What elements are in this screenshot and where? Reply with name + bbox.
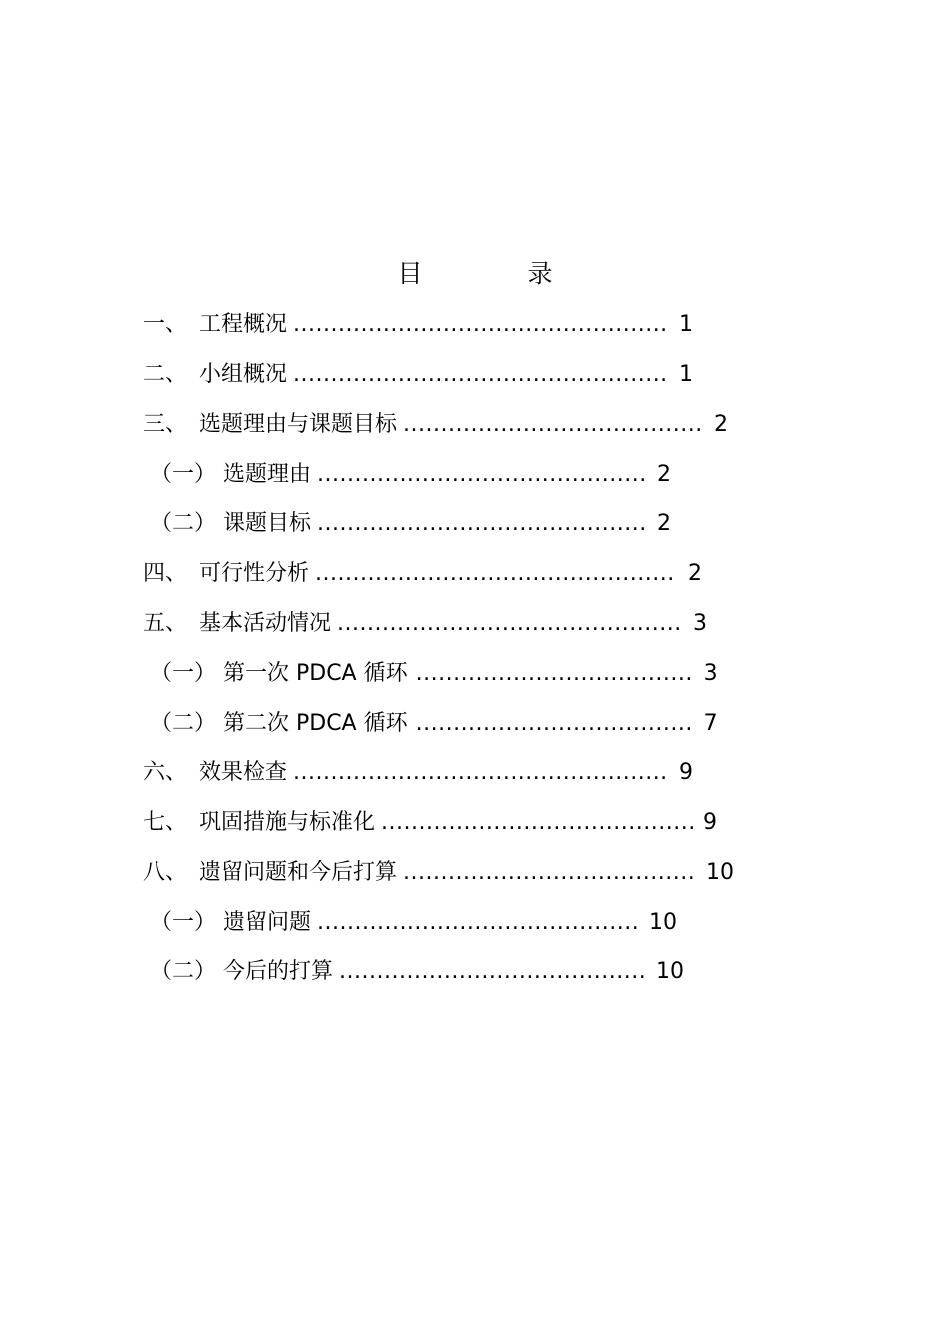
- toc-entry-page: 3: [693, 611, 708, 636]
- toc-entry-leader: .......................................: [403, 860, 696, 885]
- toc-entry-title: 课题目标: [223, 511, 312, 536]
- toc-entry-leader: ............................................: [317, 462, 647, 487]
- toc-entry-leader: .....................................: [415, 661, 693, 686]
- toc-entry-page: 2: [657, 511, 672, 536]
- toc-entry-number: （二）: [150, 711, 217, 736]
- toc-entry[interactable]: [143, 410, 728, 440]
- toc-entry-title: 效果检查: [199, 760, 288, 785]
- toc-entry[interactable]: [150, 509, 671, 539]
- toc-entry-number: 二、: [143, 362, 188, 387]
- toc-entry-leader: ................................................: [315, 561, 675, 586]
- toc-entry-title: 第二次 PDCA 循环: [223, 711, 408, 736]
- toc-entry-leader: ............................................: [317, 511, 647, 536]
- toc-entry-page: 2: [657, 462, 672, 487]
- toc-entry-leader: ..................................................: [293, 312, 668, 337]
- toc-entry-page: 3: [703, 661, 718, 686]
- toc-entry-number: 四、: [143, 561, 188, 586]
- toc-entry-page: 1: [679, 362, 694, 387]
- toc-entry-number: 三、: [143, 412, 188, 437]
- toc-entry-leader: .....................................: [415, 711, 693, 736]
- toc-entry-leader: ........................................: [403, 412, 703, 437]
- toc-entry[interactable]: [143, 310, 693, 340]
- toc-entry-number: 八、: [143, 860, 188, 885]
- page-title: 目 录: [397, 259, 593, 288]
- toc-entry-page: 2: [688, 561, 703, 586]
- toc-entry-page: 10: [656, 959, 685, 984]
- toc-entry[interactable]: [143, 758, 693, 788]
- toc-entry[interactable]: [143, 559, 702, 589]
- toc-entry-page: 9: [703, 810, 718, 835]
- toc-entry[interactable]: [143, 858, 734, 888]
- toc-entry-number: （二）: [150, 959, 217, 984]
- toc-entry-title: 遗留问题和今后打算: [199, 860, 398, 885]
- toc-entry-page: 10: [649, 910, 678, 935]
- toc-entry-page: 9: [679, 760, 694, 785]
- toc-entry-title: 小组概况: [199, 362, 288, 387]
- toc-entry[interactable]: [150, 709, 718, 739]
- toc-entry-leader: ...........................................: [317, 910, 640, 935]
- toc-entry-leader: .........................................: [339, 959, 647, 984]
- toc-entry-title: 工程概况: [199, 312, 288, 337]
- toc-entry-page: 2: [714, 412, 729, 437]
- toc-entry[interactable]: [150, 659, 718, 689]
- toc-entry-title: 遗留问题: [223, 910, 312, 935]
- toc-entry[interactable]: [150, 460, 671, 490]
- toc-entry-number: 五、: [143, 611, 188, 636]
- toc-entry-leader: ..........................................: [381, 810, 696, 835]
- toc-entry[interactable]: [150, 957, 684, 987]
- toc-entry-number: （一）: [150, 910, 217, 935]
- toc-entry[interactable]: [150, 908, 677, 938]
- toc-entry-title: 今后的打算: [223, 959, 334, 984]
- toc-entry-number: （一）: [150, 661, 217, 686]
- toc-entry-title: 巩固措施与标准化: [199, 810, 376, 835]
- toc-entry[interactable]: [143, 808, 717, 838]
- toc-entry-title: 选题理由与课题目标: [199, 412, 398, 437]
- toc-entry[interactable]: [143, 609, 707, 639]
- toc-entry-leader: ..............................................: [337, 611, 682, 636]
- toc-entry-page: 10: [706, 860, 735, 885]
- toc-entry[interactable]: [143, 360, 693, 390]
- toc-entry-number: 七、: [143, 810, 188, 835]
- toc-entry-page: 7: [703, 711, 718, 736]
- toc-entry-title: 可行性分析: [199, 561, 310, 586]
- toc-entry-leader: ..................................................: [293, 760, 668, 785]
- toc-entry-number: 一、: [143, 312, 188, 337]
- toc-entry-title: 基本活动情况: [199, 611, 332, 636]
- toc-entry-leader: ..................................................: [293, 362, 668, 387]
- toc-entry-number: 六、: [143, 760, 188, 785]
- toc-entry-title: 第一次 PDCA 循环: [223, 661, 408, 686]
- toc-entry-page: 1: [679, 312, 694, 337]
- toc-entry-number: （二）: [150, 511, 217, 536]
- toc-entry-title: 选题理由: [223, 462, 312, 487]
- toc-entry-number: （一）: [150, 462, 217, 487]
